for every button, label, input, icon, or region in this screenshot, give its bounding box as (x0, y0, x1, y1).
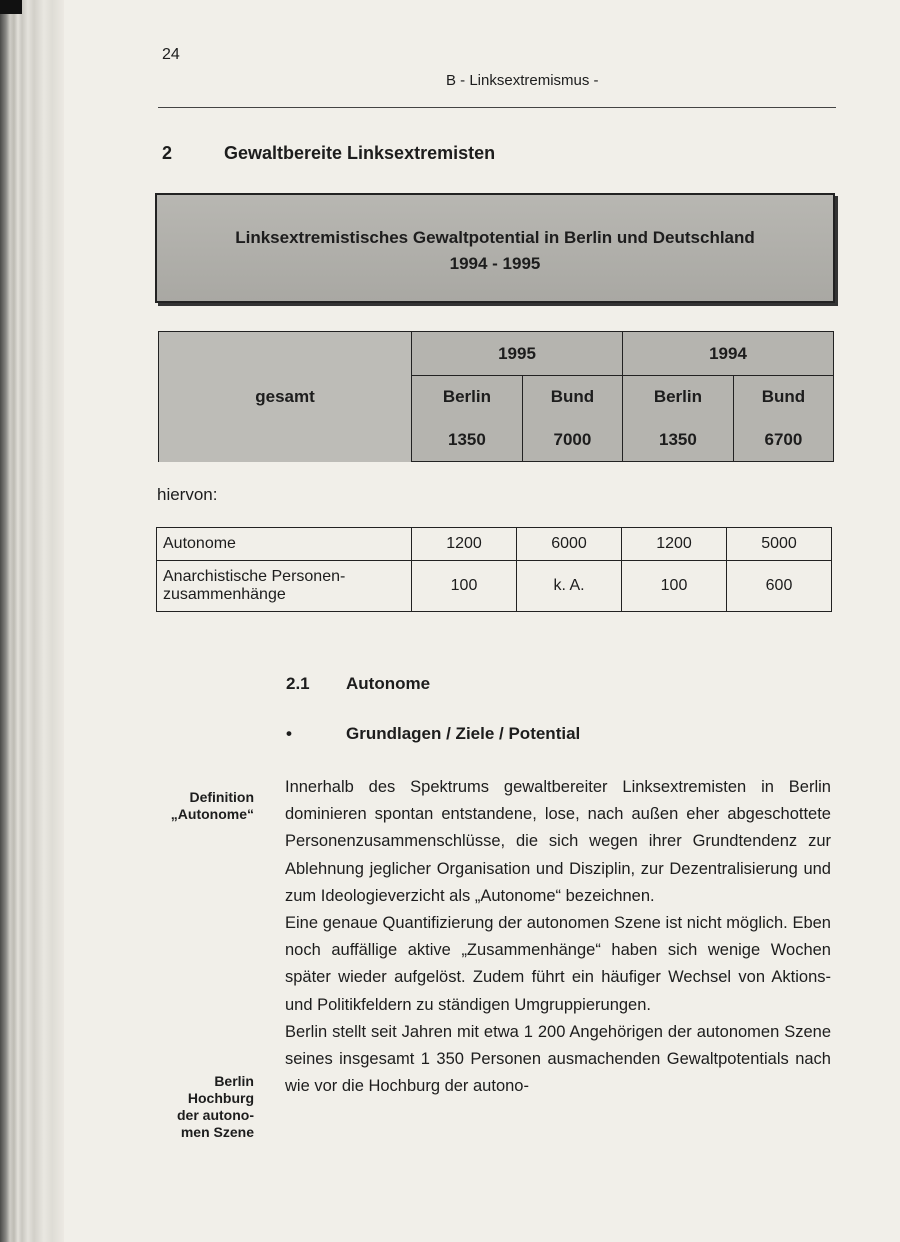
col-header-bund-1994: Bund (733, 376, 833, 419)
cell-value: 600 (727, 561, 832, 612)
page-number: 24 (162, 46, 180, 63)
cell-value: k. A. (517, 561, 622, 612)
total-bund-1994: 6700 (733, 419, 833, 462)
banner-line-1: Linksextremistisches Gewaltpotential in Berlin und Deutschland (235, 228, 755, 247)
paragraph: Berlin stellt seit Jahren mit etwa 1 200 Angehörigen der autonomen Szene seines insgesamt 1 350 Personen ausmachenden Gewaltpotentials nach wie vor die Hochburg der autono- (285, 1022, 831, 1096)
row-label-line: Autonome (163, 535, 236, 552)
cell-value: 100 (412, 561, 517, 612)
section-title: Gewaltbereite Linksextremisten (224, 143, 496, 163)
margin-note-line: Definition (189, 789, 254, 805)
row-label-autonome (157, 528, 412, 561)
col-header-berlin-1994: Berlin (622, 376, 733, 419)
margin-note-line: „Autonome“ (170, 806, 254, 822)
header-rule (158, 107, 836, 108)
body-text (285, 774, 831, 1100)
bullet-icon: • (286, 724, 292, 743)
running-head: B - Linksextremismus - (446, 72, 599, 89)
table-row (157, 561, 832, 612)
cell-value: 6000 (517, 528, 622, 561)
breakdown-table (156, 527, 832, 612)
totals-table (158, 331, 834, 462)
row-label-line: zusammenhänge (163, 586, 286, 603)
section-number: 2 (162, 143, 173, 163)
year-header-1994: 1994 (622, 332, 833, 376)
margin-note-definition (124, 789, 254, 823)
row-label-anarchistische (157, 561, 412, 612)
cell-value: 1200 (622, 528, 727, 561)
margin-note-line: Berlin (214, 1073, 254, 1089)
bullet-heading (286, 724, 580, 744)
total-berlin-1994: 1350 (622, 419, 733, 462)
row-label-line: Anarchistische Personen- (163, 568, 346, 585)
section-heading (162, 143, 495, 164)
cell-value: 5000 (727, 528, 832, 561)
table-row (157, 528, 832, 561)
total-bund-1995: 7000 (522, 419, 622, 462)
hiervon-label: hiervon: (157, 485, 218, 504)
spine-marker (0, 0, 22, 14)
cell-value: 100 (622, 561, 727, 612)
banner-line-2: 1994 - 1995 (449, 254, 541, 273)
table-title-banner (155, 193, 835, 303)
col-header-bund-1995: Bund (522, 376, 622, 419)
subsection-number: 2.1 (286, 674, 310, 693)
cell-value: 1200 (412, 528, 517, 561)
gesamt-label: gesamt (159, 332, 412, 462)
margin-note-line: Hochburg (187, 1090, 254, 1106)
margin-note-line: der autono- (177, 1107, 254, 1123)
paragraph: Innerhalb des Spektrums gewaltbereiter Linksextremisten in Berlin dominieren spontan entstandene, lose, nach außen eher abgeschottete Personenzusammenschlüsse, die sich wegen ihrer Grundtendenz zur Ablehnung jeglicher Organisation und Disziplin, zur Dezentralisierung und zum Ideologieverzicht als „Autonome“ bezeichnen. (285, 778, 831, 905)
subsection-heading (286, 674, 430, 694)
bullet-text: Grundlagen / Ziele / Potential (346, 724, 581, 743)
total-berlin-1995: 1350 (412, 419, 523, 462)
margin-note-berlin (124, 1073, 254, 1141)
col-header-berlin-1995: Berlin (412, 376, 523, 419)
book-spine (0, 0, 64, 1242)
year-header-1995: 1995 (412, 332, 623, 376)
paragraph: Eine genaue Quantifizierung der autonomen Szene ist nicht möglich. Eben noch auffällige aktive „Zusammenhänge“ haben sich wenige Wochen später wieder aufgelöst. Zudem führt ein häufiger Wechsel von Aktions- und Politikfeldern zu ständigen Umgruppierungen. (285, 914, 831, 1014)
margin-note-line: men Szene (180, 1124, 254, 1140)
subsection-title: Autonome (346, 674, 431, 693)
